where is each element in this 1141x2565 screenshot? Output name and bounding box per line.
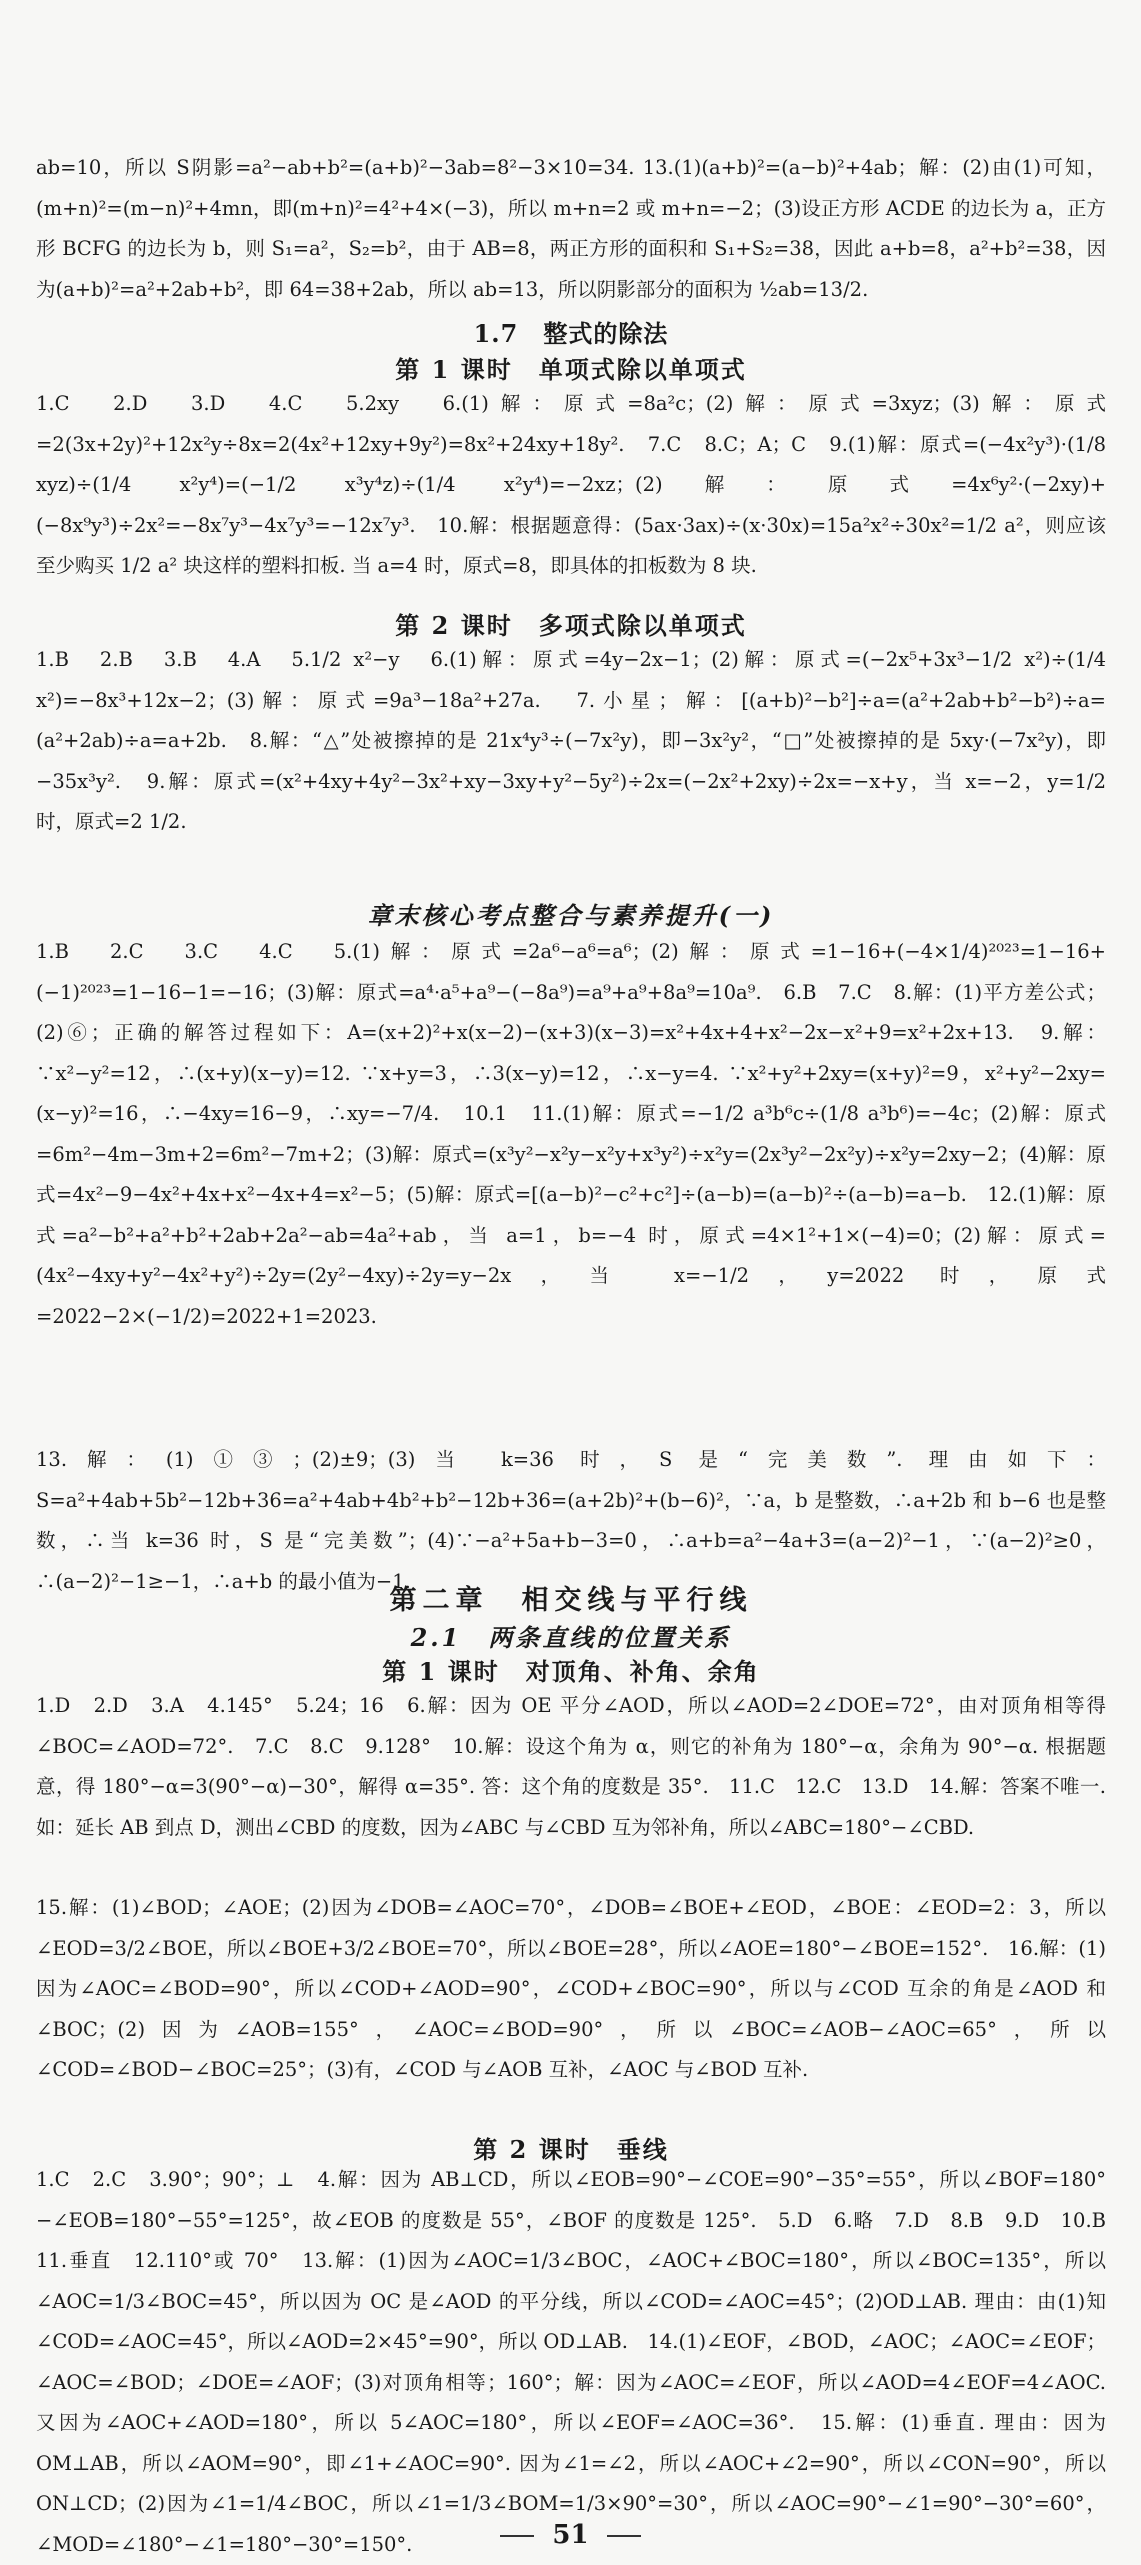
paragraph-lesson-2: 1.B 2.B 3.B 4.A 5.1/2 x²−y 6.(1)解：原式=4y−2x−1；(2)解：原式=(−2x⁵+3x³−1/2 x²)÷(1/4 x²)=−8x³+12x−2；(3)解：原式=9a³−18a²+27a. 7.小星；解：[(a+b)²−b²]÷a=(a²+2ab+b²−b²)÷a=(a²+2ab)÷a=a+2b. 8.解：“△”处被擦掉的是 21x⁴y³÷(−7x²y)，即−3x²y²，“□”处被擦掉的是 5xy·(−7x²y)，即−35x³y². 9.解：原式=(x²+4xy+4y²−3x²+xy−3xy+y²−5y²)÷2x=(−2x²+2xy)÷2x=−x+y，当 x=−2，y=1/2 时，原式=2 1/2. [36, 648, 1106, 833]
lesson-heading-2-1-1: 第 1 课时 对顶角、补角、余角 [382, 1657, 760, 1686]
section-heading-2-1: 2.1 两条直线的位置关系 [410, 1623, 732, 1652]
section-heading-1-7: 1.7 整式的除法 [473, 319, 669, 348]
chapter-2-heading: 第二章 相交线与平行线 [389, 1585, 753, 1616]
paragraph-intro: ab=10，所以 S阴影=a²−ab+b²=(a+b)²−3ab=8²−3×10=34. 13.(1)(a+b)²=(a−b)²+4ab；解：(2)由(1)可知，(m+n)²=(m−n)²+4mn，即(m+n)²=4²+4×(−3)，所以 m+n=2 或 m+n=−2；(3)设正方形 ACDE 的边长为 a，正方形 BCFG 的边长为 b，则 S₁=a²，S₂=b²，由于 AB=8，两正方形的面积和 S₁+S₂=38，因此 a+b=8，a²+b²=38，因为(a+b)²=a²+2ab+b²，即 64=38+2ab，所以 ab=13，所以阴影部分的面积为 ½ab=13/2. [36, 156, 1106, 301]
lesson-heading-2-1-2: 第 2 课时 垂线 [473, 2135, 669, 2164]
lesson-heading-1: 第 1 课时 单项式除以单项式 [395, 355, 747, 384]
chapter-review-heading: 章末核心考点整合与素养提升(一) [367, 901, 775, 930]
paragraph-chapter-review-13: 13.解：(1)①③；(2)±9；(3)当 k=36 时，S 是“完美数”. 理由如下：S=a²+4ab+5b²−12b+36=a²+4ab+4b²+b²−12b+36=(a+2b)²+(b−6)²，∵a，b 是整数，∴a+2b 和 b−6 也是整数，∴当 k=36 时，S 是“完美数”；(4)∵−a²+5a+b−3=0，∴a+b=a²−4a+3=(a−2)²−1，∵(a−2)²≥0，∴(a−2)²−1≥−1，∴a+b 的最小值为−1. [36, 1448, 1106, 1593]
page-number [0, 2520, 1141, 2550]
paragraph-lesson-1: 1.C 2.D 3.D 4.C 5.2xy 6.(1)解：原式=8a²c；(2)解：原式=3xyz；(3)解：原式=2(3x+2y)²+12x²y÷8x=2(4x²+12xy+9y²)=8x²+24xy+18y². 7.C 8.C；A；C 9.(1)解：原式=(−4x²y³)·(1/8 xyz)÷(1/4 x²y⁴)=(−1/2 x³y⁴z)÷(1/4 x²y⁴)=−2xz；(2)解：原式=4x⁶y²·(−2xy)+(−8x⁹y³)÷2x²=−8x⁷y³−4x⁷y³=−12x⁷y³. 10.解：根据题意得：(5ax·3ax)÷(x·30x)=15a²x²÷30x²=1/2 a²，则应该至少购买 1/2 a² 块这样的塑料扣板. 当 a=4 时，原式=8，即具体的扣板数为 8 块. [36, 392, 1106, 577]
paragraph-2-1-lesson-2: 1.C 2.C 3.90°；90°；⊥ 4.解：因为 AB⊥CD，所以∠EOB=90°−∠COE=90°−35°=55°，所以∠BOF=180°−∠EOB=180°−55°=125°，故∠EOB 的度数是 55°，∠BOF 的度数是 125°. 5.D 6.略 7.D 8.B 9.D 10.B 11.垂直 12.110°或 70° 13.解：(1)因为∠AOC=1/3∠BOC，∠AOC+∠BOC=180°，所以∠BOC=135°，所以∠AOC=1/3∠BOC=45°，所以因为 OC 是∠AOD 的平分线，所以∠COD=∠AOC=45°；(2)OD⊥AB. 理由：由(1)知∠COD=∠AOC=45°，所以∠AOD=2×45°=90°，所以 OD⊥AB. 14.(1)∠EOF，∠BOD，∠AOC；∠AOC=∠EOF；∠AOC=∠BOD；∠DOE=∠AOF；(3)对顶角相等；160°；解：因为∠AOC=∠EOF，所以∠AOD=4∠EOF=4∠AOC. 又因为∠AOC+∠AOD=180°，所以 5∠AOC=180°，所以∠EOF=∠AOC=36°. 15.解：(1)垂直. 理由：因为 OM⊥AB，所以∠AOM=90°，即∠1+∠AOC=90°. 因为∠1=∠2，所以∠AOC+∠2=90°，所以∠CON=90°，所以 ON⊥CD；(2)因为∠1=1/4∠BOC，所以∠1=1/3∠BOM=1/3×90°=30°，所以∠AOC=90°−∠1=90°−30°=60°，∠MOD=∠180°−∠1=180°−30°=150°. [36, 2168, 1126, 2556]
paragraph-2-1-lesson-1-b: 15.解：(1)∠BOD；∠AOE；(2)因为∠DOB=∠AOC=70°，∠DOB=∠BOE+∠EOD，∠BOE：∠EOD=2：3，所以∠EOD=3/2∠BOE，所以∠BOE+3/2∠BOE=70°，所以∠BOE=28°，所以∠AOE=180°−∠BOE=152°. 16.解：(1)因为∠AOC=∠BOD=90°，所以∠COD+∠AOD=90°，∠COD+∠BOC=90°，所以与∠COD 互余的角是∠AOD 和∠BOC；(2)因为∠AOB=155°，∠AOC=∠BOD=90°，所以∠BOC=∠AOB−∠AOC=65°，所以∠COD=∠BOD−∠BOC=25°；(3)有，∠COD 与∠AOB 互补，∠AOC 与∠BOD 互补. [36, 1896, 1106, 2081]
page-number-value: 51 [552, 2520, 589, 2550]
paragraph-chapter-review: 1.B 2.C 3.C 4.C 5.(1)解：原式=2a⁶−a⁶=a⁶；(2)解：原式=1−16+(−4×1/4)²⁰²³=1−16+(−1)²⁰²³=1−16−1=−16；(3)解：原式=a⁴·a⁵+a⁹−(−8a⁹)=a⁹+a⁹+8a⁹=10a⁹. 6.B 7.C 8.解：(1)平方差公式；(2)⑥；正确的解答过程如下：A=(x+2)²+x(x−2)−(x+3)(x−3)=x²+4x+4+x²−2x−x²+9=x²+2x+13. 9.解：∵x²−y²=12，∴(x+y)(x−y)=12. ∵x+y=3，∴3(x−y)=12，∴x−y=4. ∵x²+y²+2xy=(x+y)²=9，x²+y²−2xy=(x−y)²=16，∴−4xy=16−9，∴xy=−7/4. 10.1 11.(1)解：原式=−1/2 a³b⁶c÷(1/8 a³b⁶)=−4c；(2)解：原式=6m²−4m−3m+2=6m²−7m+2；(3)解：原式=(x³y²−x²y−x²y+x³y²)÷x²y=(2x³y²−2x²y)÷x²y=2xy−2；(4)解：原式=4x²−9−4x²+4x+x²−4x+4=x²−5；(5)解：原式=[(a−b)²−c²+c²]÷(a−b)=(a−b)²÷(a−b)=a−b. 12.(1)解：原式=a²−b²+a²+b²+2ab+2a²−ab=4a²+ab，当 a=1，b=−4 时，原式=4×1²+1×(−4)=0；(2)解：原式=(4x²−4xy+y²−4x²+y²)÷2y=(2y²−4xy)÷2y=y−2x，当 x=−1/2，y=2022 时，原式=2022−2×(−1/2)=2022+1=2023. [36, 940, 1106, 1328]
paragraph-2-1-lesson-1: 1.D 2.D 3.A 4.145° 5.24；16 6.解：因为 OE 平分∠AOD，所以∠AOD=2∠DOE=72°，由对顶角相等得∠BOC=∠AOD=72°. 7.C 8.C 9.128° 10.解：设这个角为 α，则它的补角为 180°−α，余角为 90°−α. 根据题意，得 180°−α=3(90°−α)−30°，解得 α=35°. 答：这个角的度数是 35°. 11.C 12.C 13.D 14.解：答案不唯一. 如：延长 AB 到点 D，测出∠CBD 的度数，因为∠ABC 与∠CBD 互为邻补角，所以∠ABC=180°−∠CBD. [36, 1694, 1106, 1839]
lesson-heading-2: 第 2 课时 多项式除以单项式 [395, 611, 747, 640]
